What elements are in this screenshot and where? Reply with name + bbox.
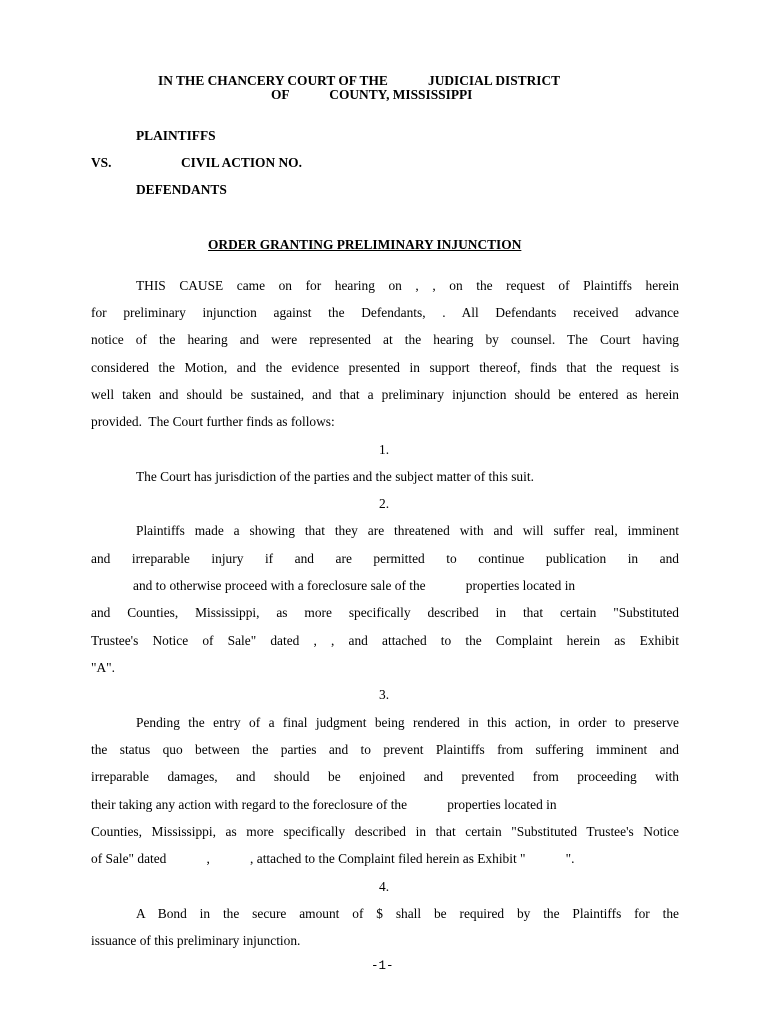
para3-line-3: irreparable damages, and should be enjoined and prevented from proceeding with — [91, 769, 679, 784]
para2-line-1: Plaintiffs made a showing that they are threatened with and will suffer real, imminent — [136, 523, 679, 538]
intro-line-4: considered the Motion, and the evidence presented in support thereof, finds that the request is — [91, 360, 679, 375]
para2-line-5: Trustee's Notice of Sale" dated , , and attached to the Complaint herein as Exhibit — [91, 633, 679, 648]
intro-line-3: notice of the hearing and were represented at the hearing by counsel. The Court having — [91, 332, 679, 347]
para2-line-3: and to otherwise proceed with a foreclosure sale of the properties located in — [133, 578, 576, 593]
document-title: ORDER GRANTING PRELIMINARY INJUNCTION — [208, 237, 522, 252]
para4-line-1: A Bond in the secure amount of $ shall be required by the Plaintiffs for the — [136, 906, 679, 921]
page-number: -1- — [371, 959, 394, 973]
para2-line-4: and Counties, Mississippi, as more specifically described in that certain "Substituted — [91, 605, 679, 620]
court-heading-line-1: IN THE CHANCERY COURT OF THE JUDICIAL DISTRICT — [158, 73, 561, 88]
para3-line-1: Pending the entry of a final judgment being rendered in this action, in order to preserve — [136, 715, 679, 730]
para3-line-5: Counties, Mississippi, as more specifically described in that certain "Substituted Trustee's Notice — [91, 824, 679, 839]
para3-line-6: of Sale" dated , , attached to the Complaint filed herein as Exhibit " ". — [91, 851, 575, 866]
intro-line-2: for preliminary injunction against the Defendants, . All Defendants received advance — [91, 305, 679, 320]
para3-line-2: the status quo between the parties and to prevent Plaintiffs from suffering imminent and — [91, 742, 679, 757]
court-heading-line-2: OF COUNTY, MISSISSIPPI — [271, 87, 473, 102]
defendants-label: DEFENDANTS — [136, 182, 227, 197]
paragraph-number-1: 1. — [379, 442, 390, 457]
paragraph-number-3: 3. — [379, 687, 390, 702]
paragraph-number-4: 4. — [379, 879, 390, 894]
intro-line-5: well taken and should be sustained, and that a preliminary injunction should be entered as herein — [91, 387, 679, 402]
civil-action-label: CIVIL ACTION NO. — [181, 155, 302, 170]
paragraph-number-2: 2. — [379, 496, 390, 511]
plaintiffs-label: PLAINTIFFS — [136, 128, 216, 143]
para4-line-2: issuance of this preliminary injunction. — [91, 933, 301, 948]
para3-line-4: their taking any action with regard to the foreclosure of the properties located in — [91, 797, 557, 812]
para2-line-6: "A". — [91, 660, 115, 675]
intro-line-6: provided. The Court further finds as follows: — [91, 414, 335, 429]
para1-line-1: The Court has jurisdiction of the parties and the subject matter of this suit. — [136, 469, 534, 484]
versus-label: VS. — [91, 155, 112, 170]
intro-line-1: THIS CAUSE came on for hearing on , , on the request of Plaintiffs herein — [136, 278, 679, 293]
para2-line-2: and irreparable injury if and are permitted to continue publication in and — [91, 551, 679, 566]
